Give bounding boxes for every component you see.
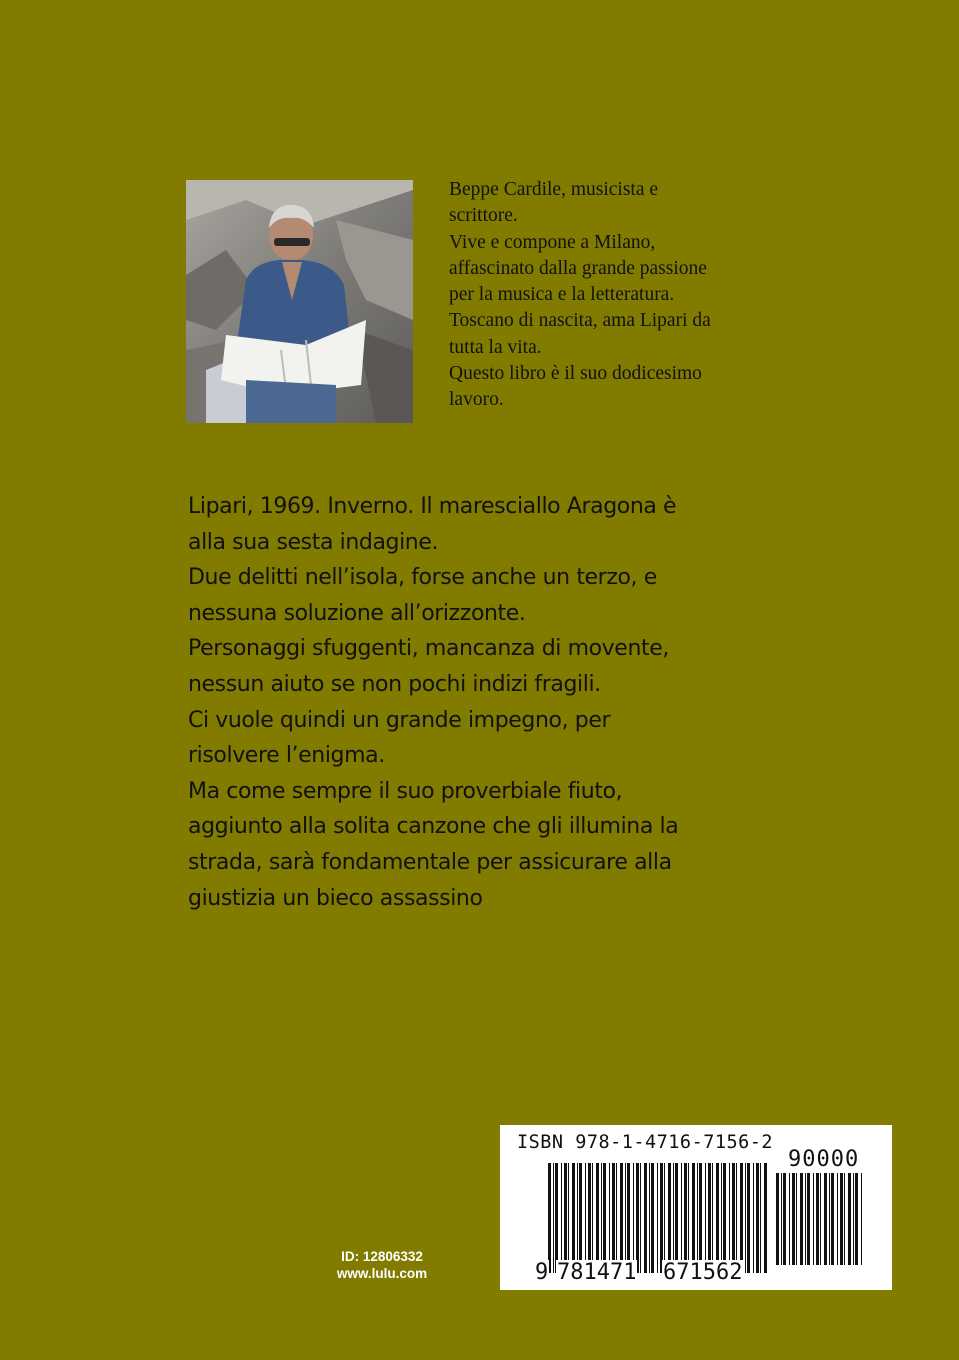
- ean-first-digit: 9: [535, 1260, 549, 1285]
- book-blurb: [188, 489, 808, 916]
- blurb-line: risolvere l’enigma.: [188, 743, 385, 769]
- blurb-line: strada, sarà fondamentale per assicurare alla: [188, 849, 672, 875]
- blurb-line: Ci vuole quindi un grande impegno, per: [188, 707, 611, 733]
- blurb-line: Due delitti nell’isola, forse anche un terzo, e: [188, 565, 657, 591]
- publisher-site: www.lulu.com: [336, 1266, 428, 1281]
- isbn-barcode: [500, 1125, 892, 1290]
- bio-line: scrittore.: [449, 205, 518, 227]
- author-photo: [186, 180, 413, 423]
- author-bio: [449, 177, 769, 414]
- bio-line: Questo libro è il suo dodicesimo: [449, 363, 702, 385]
- blurb-line: Personaggi sfuggenti, mancanza di movente,: [188, 636, 669, 662]
- ean-left-group: 781471: [557, 1260, 637, 1285]
- bio-line: per la musica e la letteratura.: [449, 284, 675, 306]
- ean-digits: [500, 1260, 892, 1288]
- blurb-line: nessun aiuto se non pochi indizi fragili.: [188, 671, 601, 697]
- blurb-line: aggiunto alla solita canzone che gli illumina la: [188, 814, 679, 840]
- bio-line: Toscano di nascita, ama Lipari da: [449, 310, 711, 332]
- ean-right-group: 671562: [663, 1260, 743, 1285]
- publisher-info: [300, 1248, 464, 1282]
- bio-line: affascinato dalla grande passione: [449, 257, 707, 279]
- bio-line: lavoro.: [449, 389, 504, 411]
- blurb-line: Lipari, 1969. Inverno. Il maresciallo Aragona è: [188, 494, 677, 519]
- isbn-label: ISBN 978-1-4716-7156-2: [517, 1132, 774, 1153]
- bio-line: Vive e compone a Milano,: [449, 231, 656, 253]
- blurb-line: alla sua sesta indagine.: [188, 529, 439, 555]
- bio-line: tutta la vita.: [449, 336, 542, 358]
- blurb-line: Ma come sempre il suo proverbiale fiuto,: [188, 778, 623, 804]
- blurb-line: giustizia un bieco assassino: [188, 885, 483, 911]
- blurb-line: nessuna soluzione all’orizzonte.: [188, 600, 526, 626]
- price-code: 90000: [788, 1147, 860, 1172]
- publisher-id: ID: 12806332: [341, 1249, 423, 1264]
- bio-line: Beppe Cardile, musicista e: [449, 179, 659, 200]
